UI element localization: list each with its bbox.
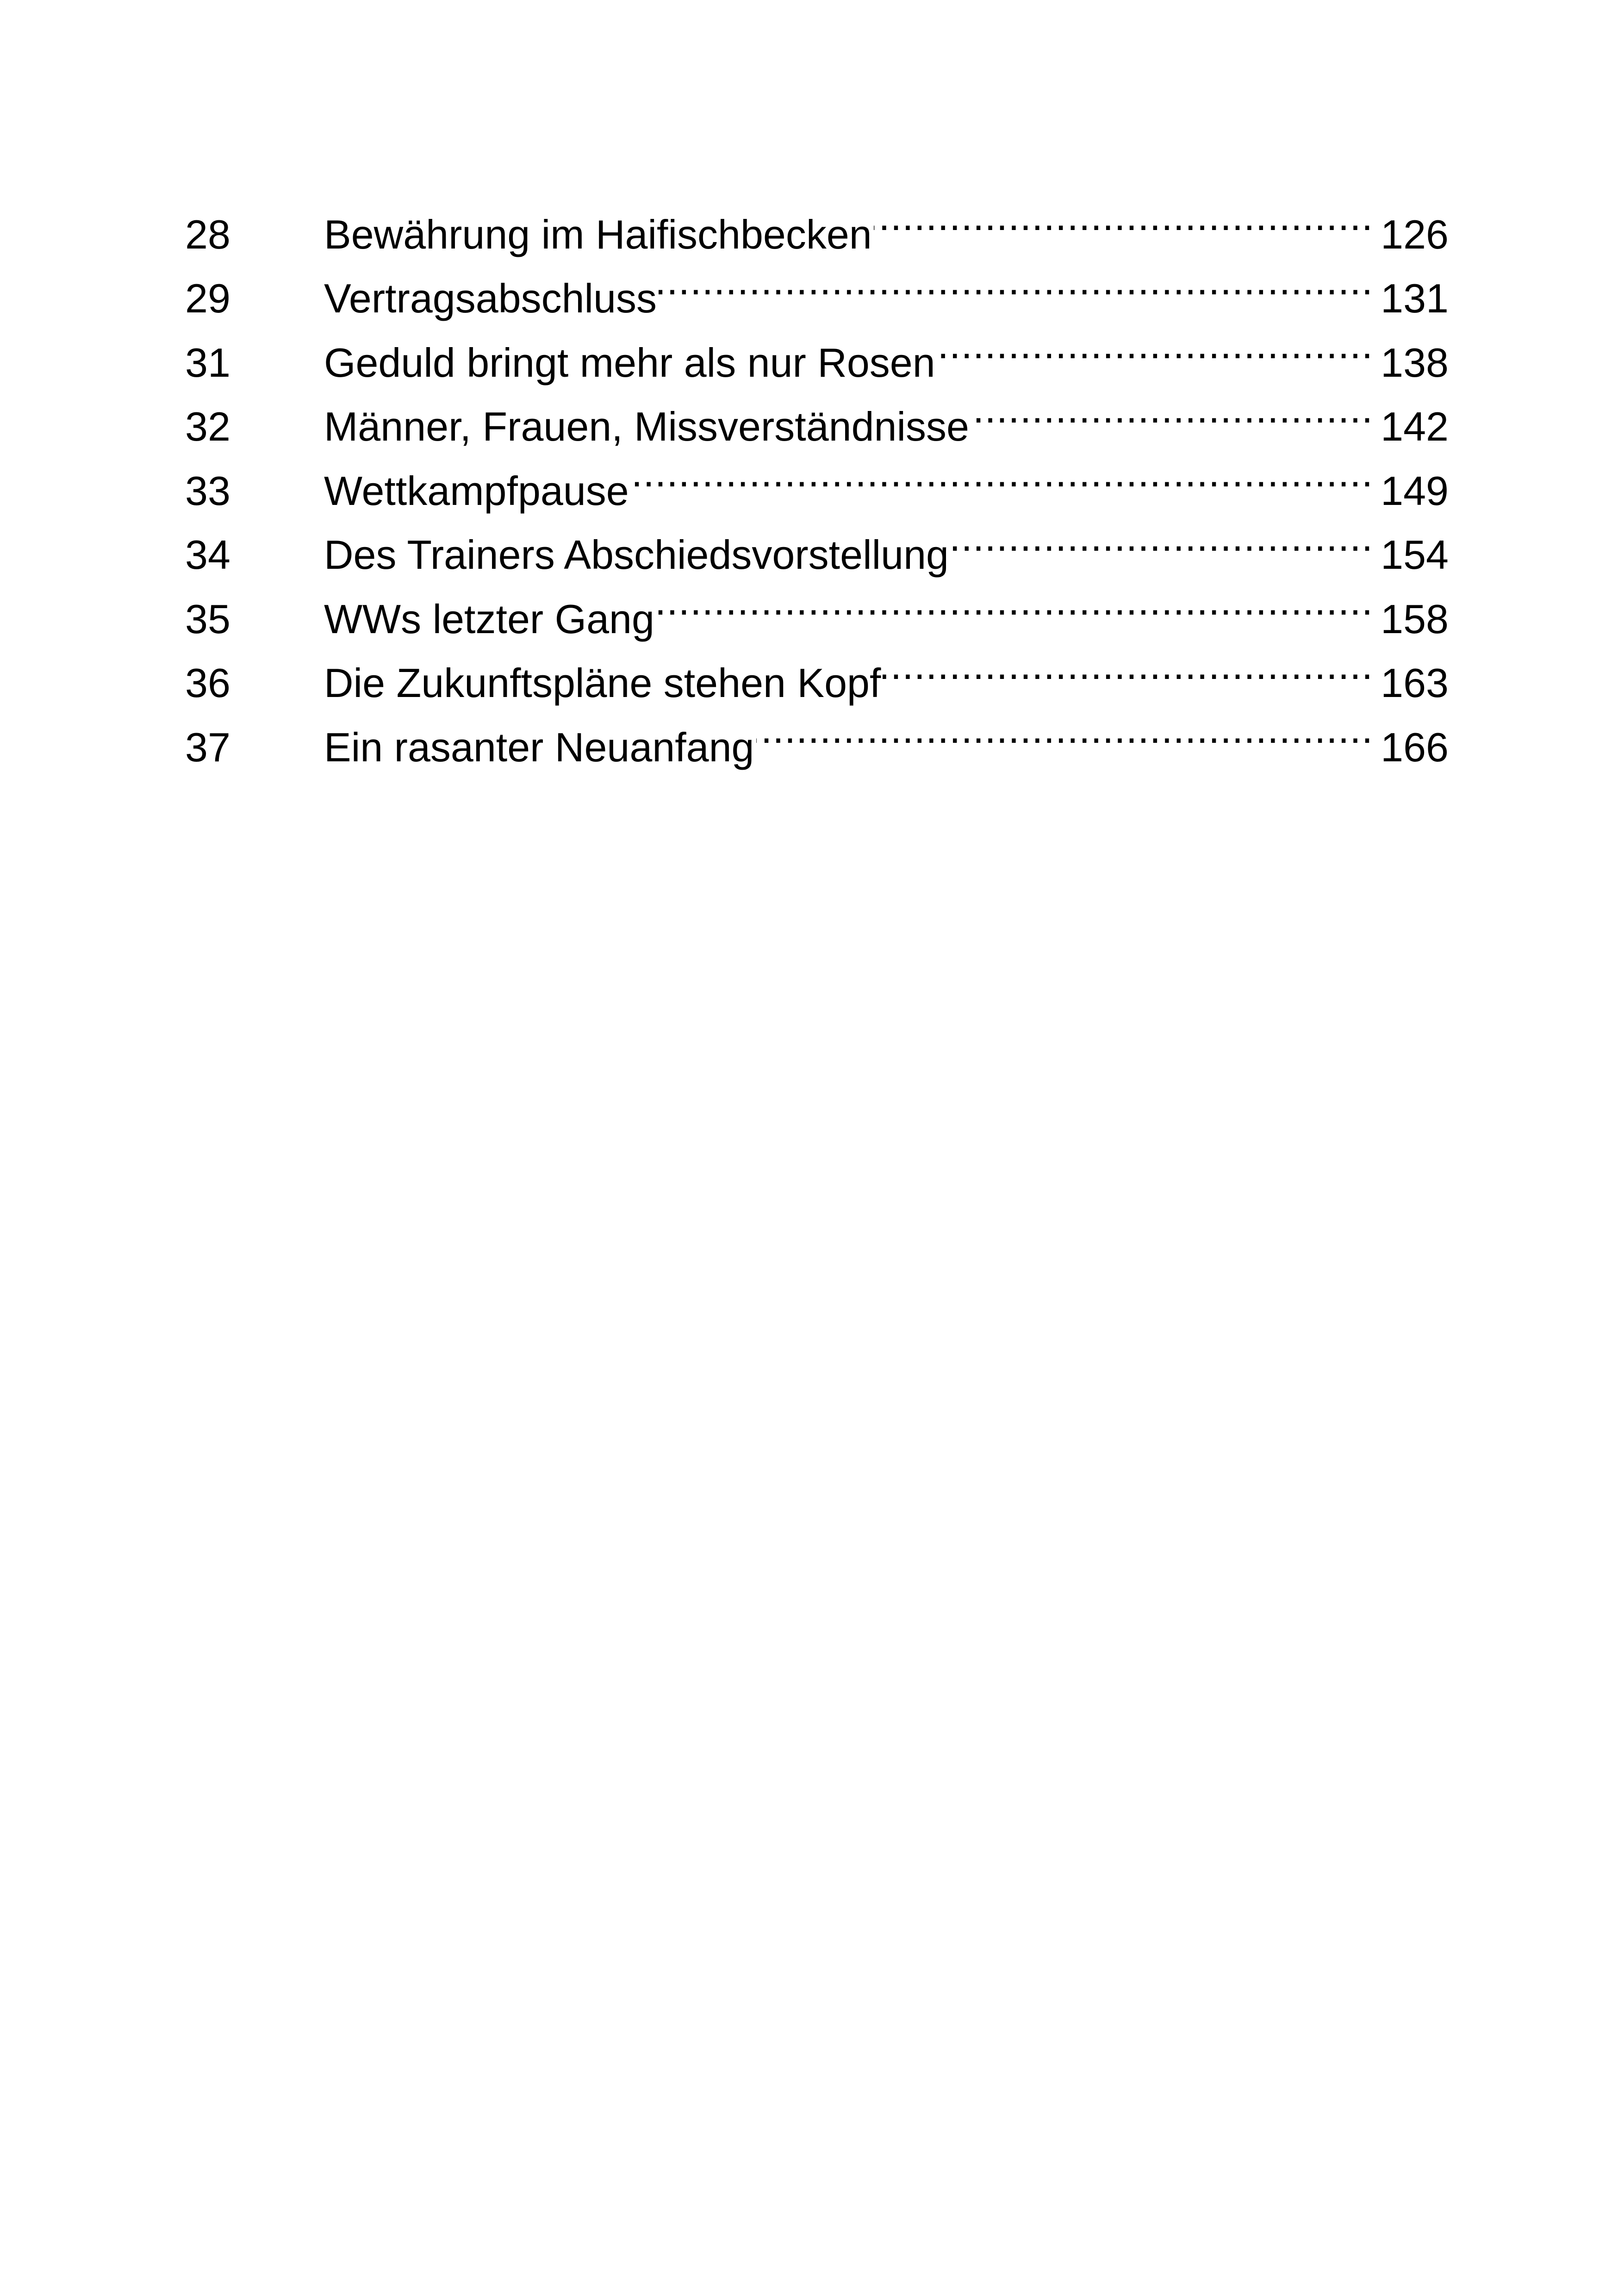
toc-chapter-title: Geduld bringt mehr als nur Rosen	[324, 339, 935, 386]
toc-page-number: 126	[1381, 211, 1449, 257]
toc-entry	[185, 184, 1449, 257]
toc-page-number: 158	[1381, 596, 1449, 642]
table-of-contents	[185, 184, 1449, 770]
toc-page-number: 163	[1381, 660, 1449, 706]
toc-chapter-number: 29	[185, 275, 230, 321]
toc-chapter-title: WWs letzter Gang	[324, 596, 654, 642]
toc-page-number: 138	[1381, 339, 1449, 386]
toc-chapter-number: 34	[185, 532, 230, 578]
toc-dot-leader	[951, 505, 1373, 569]
toc-page-number: 142	[1381, 404, 1449, 449]
toc-chapter-title: Die Zukunftspläne stehen Kopf	[324, 660, 881, 706]
toc-dot-leader	[874, 184, 1373, 249]
toc-dot-leader	[971, 377, 1373, 441]
toc-dot-leader	[631, 441, 1373, 505]
toc-chapter-number: 32	[185, 404, 230, 449]
toc-chapter-title: Männer, Frauen, Missverständnisse	[324, 404, 969, 449]
toc-dot-leader	[656, 569, 1373, 633]
toc-chapter-number: 37	[185, 724, 230, 770]
toc-chapter-number: 28	[185, 211, 230, 257]
toc-dot-leader	[937, 312, 1373, 377]
toc-chapter-title: Wettkampfpause	[324, 467, 629, 514]
toc-chapter-title: Bewährung im Haifischbecken	[324, 211, 872, 257]
toc-dot-leader	[659, 249, 1373, 313]
toc-chapter-number: 33	[185, 467, 230, 514]
toc-page-number: 131	[1381, 275, 1449, 321]
toc-dot-leader	[756, 697, 1374, 761]
toc-chapter-title: Vertragsabschluss	[324, 275, 657, 321]
toc-chapter-number: 36	[185, 660, 230, 706]
toc-chapter-title: Des Trainers Abschiedsvorstellung	[324, 532, 949, 578]
toc-page-number: 154	[1381, 532, 1449, 578]
toc-chapter-number: 35	[185, 596, 230, 642]
toc-page-number: 149	[1381, 467, 1449, 514]
toc-chapter-title: Ein rasanter Neuanfang	[324, 724, 754, 770]
toc-chapter-number: 31	[185, 339, 230, 386]
toc-dot-leader	[883, 633, 1373, 697]
toc-page-number: 166	[1381, 724, 1449, 770]
